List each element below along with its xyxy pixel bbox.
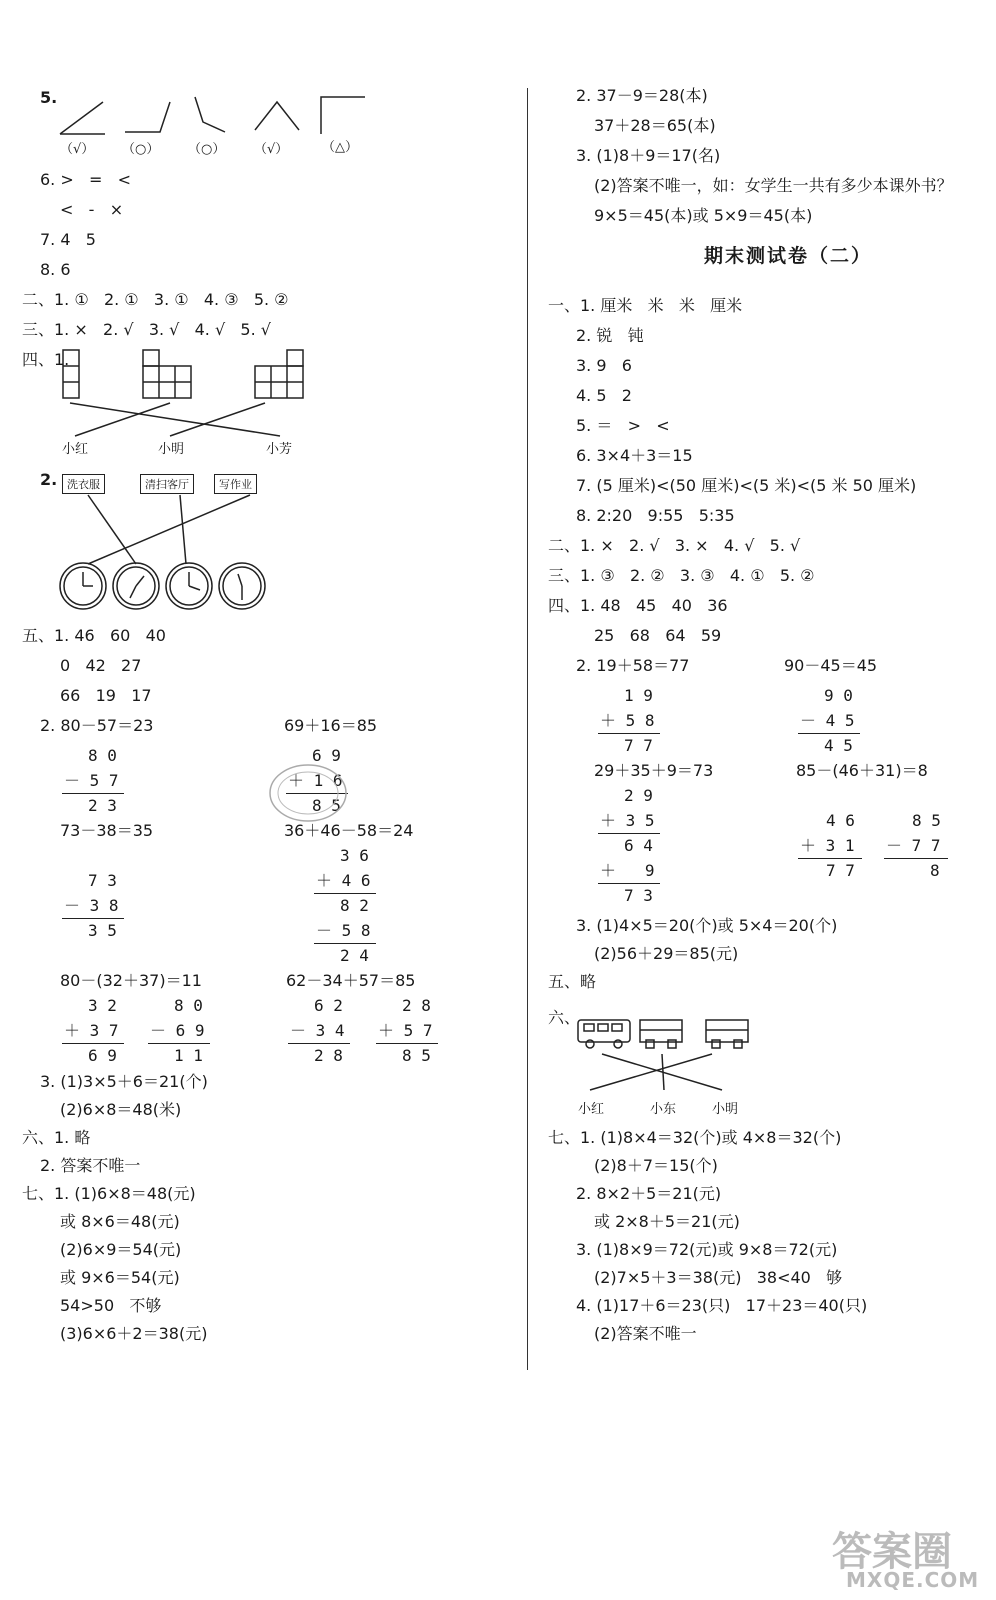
q5-mark-4: （√） xyxy=(254,142,289,157)
eq4: 36＋46－58＝24 xyxy=(284,821,414,840)
vehicle-matching-figure xyxy=(572,1016,772,1098)
r3-3: 9×5＝45(本)或 5×9＝45(本) xyxy=(594,206,813,225)
p4-3-2: (2)56＋29＝85(元) xyxy=(594,944,739,963)
eq1: 2. 80－57＝23 xyxy=(40,716,154,735)
p4-3-1: 3. (1)4×5＝20(个)或 5×4＝20(个) xyxy=(576,916,838,935)
q3-2: (2)6×8＝48(米) xyxy=(60,1100,182,1119)
p1-7: 7. (5 厘米)<(50 厘米)<(5 米)<(5 米 50 厘米) xyxy=(576,476,917,495)
p1-1: 一、1. 厘米 米 米 厘米 xyxy=(548,296,743,315)
p7-8: (2)答案不唯一 xyxy=(594,1324,697,1343)
part5-row3: 66 19 17 xyxy=(60,686,152,705)
q5-mark-5: （△） xyxy=(322,140,358,155)
watermark-logo: 答案圈 xyxy=(832,1529,952,1575)
v6a-row2: － 3 4 xyxy=(290,1021,345,1040)
p4-eq2: 90－45＝45 xyxy=(784,656,878,675)
v5a-row3: 6 9 xyxy=(88,1046,117,1065)
v6a-row1: 6 2 xyxy=(314,996,343,1015)
v3-row2: － 3 8 xyxy=(64,896,119,915)
eq3: 73－38＝35 xyxy=(60,821,154,840)
v2-row1: 6 9 xyxy=(312,746,341,765)
rv2-line xyxy=(798,733,860,734)
p7-3: 2. 8×2＋5＝21(元) xyxy=(576,1184,722,1203)
task-box-clean: 清扫客厅 xyxy=(140,474,194,494)
r3-1: 3. (1)8＋9＝17(名) xyxy=(576,146,721,165)
rv2-row2: － 4 5 xyxy=(800,711,855,730)
p6-name-xiaoming: 小明 xyxy=(712,1102,739,1117)
rv4b-row2: － 7 7 xyxy=(886,836,941,855)
v5a-line xyxy=(62,1043,124,1044)
part7-1: 七、1. (1)6×8＝48(元) xyxy=(22,1184,196,1203)
part7-2: 或 8×6＝48(元) xyxy=(60,1212,180,1231)
part5-row1: 五、1. 46 60 40 xyxy=(22,626,166,645)
part7-4: 或 9×6＝54(元) xyxy=(60,1268,180,1287)
rv3-row4: ＋ 9 xyxy=(600,861,655,880)
part5-row2: 0 42 27 xyxy=(60,656,142,675)
part7-6: (3)6×6＋2＝38(元) xyxy=(60,1324,208,1343)
p4-eq4: 85－(46＋31)＝8 xyxy=(796,761,928,780)
part4-label: 四、1. xyxy=(22,350,70,369)
v6b-row2: ＋ 5 7 xyxy=(378,1021,433,1040)
q2-label: 2. xyxy=(40,470,58,489)
p1-3: 3. 9 6 xyxy=(576,356,632,375)
q8: 8. 6 xyxy=(40,260,71,279)
v5b-line xyxy=(148,1043,210,1044)
p1-8: 8. 2:20 9:55 5:35 xyxy=(576,506,735,525)
angle-figures xyxy=(55,92,375,138)
p6-name-xiaodong: 小东 xyxy=(650,1102,677,1117)
task-box-homework: 写作业 xyxy=(214,474,257,494)
v6b-row1: 2 8 xyxy=(402,996,431,1015)
v2-row2: ＋ 1 6 xyxy=(288,771,343,790)
watermark-url: MXQE.COM xyxy=(846,1568,980,1592)
task-box-laundry: 洗衣服 xyxy=(62,474,105,494)
v3-row1: 7 3 xyxy=(88,871,117,890)
part7-5: 54>50 不够 xyxy=(60,1296,162,1315)
p1-2: 2. 锐 钝 xyxy=(576,326,644,345)
eq6: 62－34＋57＝85 xyxy=(286,971,416,990)
name-xiaofang: 小芳 xyxy=(266,442,293,457)
p3: 三、1. ③ 2. ② 3. ③ 4. ① 5. ② xyxy=(548,566,815,585)
v6b-line xyxy=(376,1043,438,1044)
column-divider xyxy=(527,88,528,1370)
v6a-line xyxy=(288,1043,350,1044)
v3-line xyxy=(62,918,124,919)
v4-row4: － 5 8 xyxy=(316,921,371,940)
rv2-row1: 9 0 xyxy=(824,686,853,705)
rv4b-row1: 8 5 xyxy=(912,811,941,830)
p7-5: 3. (1)8×9＝72(元)或 9×8＝72(元) xyxy=(576,1240,838,1259)
p1-5: 5. ＝ > < xyxy=(576,416,670,435)
v5b-row3: 1 1 xyxy=(174,1046,203,1065)
p2: 二、1. × 2. √ 3. × 4. √ 5. √ xyxy=(548,536,801,555)
q7: 7. 4 5 xyxy=(40,230,96,249)
v5a-row1: 3 2 xyxy=(88,996,117,1015)
v1-line xyxy=(62,793,124,794)
q5-label: 5. xyxy=(40,88,58,107)
v6a-row3: 2 8 xyxy=(314,1046,343,1065)
section-title: 期末测试卷（二） xyxy=(704,245,873,267)
v2-row3: 8 5 xyxy=(312,796,341,815)
v5a-row2: ＋ 3 7 xyxy=(64,1021,119,1040)
rv1-line xyxy=(598,733,660,734)
q5-mark-2: （○） xyxy=(122,142,160,157)
v3-row3: 3 5 xyxy=(88,921,117,940)
rv4b-row3: 8 xyxy=(930,861,940,880)
rv4a-row1: 4 6 xyxy=(826,811,855,830)
rv4a-row3: 7 7 xyxy=(826,861,855,880)
v5b-row1: 8 0 xyxy=(174,996,203,1015)
p4-2: 25 68 64 59 xyxy=(594,626,722,645)
p1-4: 4. 5 2 xyxy=(576,386,632,405)
eq5: 80－(32＋37)＝11 xyxy=(60,971,202,990)
p4-eq1: 2. 19＋58＝77 xyxy=(576,656,690,675)
eq2: 69＋16＝85 xyxy=(284,716,378,735)
rv4a-row2: ＋ 3 1 xyxy=(800,836,855,855)
r3-2: (2)答案不唯一，如：女学生一共有多少本课外书？ xyxy=(594,176,953,195)
q5-mark-3: （○） xyxy=(188,142,226,157)
p7-1: 七、1. (1)8×4＝32(个)或 4×8＝32(个) xyxy=(548,1128,842,1147)
p4-eq3: 29＋35＋9＝73 xyxy=(594,761,714,780)
q5-mark-1: （√） xyxy=(60,142,95,157)
v5b-row2: － 6 9 xyxy=(150,1021,205,1040)
v1-row3: 2 3 xyxy=(88,796,117,815)
part2: 二、1. ① 2. ① 3. ① 4. ③ 5. ② xyxy=(22,290,289,309)
rv2-row3: 4 5 xyxy=(824,736,853,755)
part6-1: 六、1. 略 xyxy=(22,1128,91,1147)
rv1-row2: ＋ 5 8 xyxy=(600,711,655,730)
q6-row1: 6. > = < xyxy=(40,170,132,189)
p7-6: (2)7×5＋3＝38(元) 38<40 够 xyxy=(594,1268,843,1287)
name-xiaoming: 小明 xyxy=(158,442,185,457)
part3: 三、1. × 2. √ 3. √ 4. √ 5. √ xyxy=(22,320,271,339)
rv3-line2 xyxy=(598,883,660,884)
v1-row1: 8 0 xyxy=(88,746,117,765)
p6-name-xiaohong: 小红 xyxy=(578,1102,605,1117)
p7-4: 或 2×8＋5＝21(元) xyxy=(594,1212,740,1231)
part7-3: (2)6×9＝54(元) xyxy=(60,1240,182,1259)
p7-2: (2)8＋7＝15(个) xyxy=(594,1156,718,1175)
v4-row1: 3 6 xyxy=(340,846,369,865)
rv3-line1 xyxy=(598,833,660,834)
rv3-row3: 6 4 xyxy=(624,836,653,855)
rv3-row1: 2 9 xyxy=(624,786,653,805)
v1-row2: － 5 7 xyxy=(64,771,119,790)
rv1-row3: 7 7 xyxy=(624,736,653,755)
clock-matching-figure xyxy=(58,492,270,610)
rv4b-line xyxy=(884,858,948,859)
name-xiaohong: 小红 xyxy=(62,442,89,457)
v6b-row3: 8 5 xyxy=(402,1046,431,1065)
r2-2: 37＋28＝65(本) xyxy=(594,116,716,135)
q3-1: 3. (1)3×5＋6＝21(个) xyxy=(40,1072,208,1091)
cube-views-figure xyxy=(60,348,320,443)
p5: 五、略 xyxy=(548,972,597,991)
rv3-row5: 7 3 xyxy=(624,886,653,905)
p6-label: 六、 xyxy=(548,1008,581,1027)
rv3-row2: ＋ 3 5 xyxy=(600,811,655,830)
q6-row2: < - × xyxy=(60,200,124,219)
p4-1: 四、1. 48 45 40 36 xyxy=(548,596,728,615)
p1-6: 6. 3×4＋3＝15 xyxy=(576,446,693,465)
part6-2: 2. 答案不唯一 xyxy=(40,1156,141,1175)
v4-row3: 8 2 xyxy=(340,896,369,915)
v4-row2: ＋ 4 6 xyxy=(316,871,371,890)
p7-7: 4. (1)17＋6＝23(只) 17＋23＝40(只) xyxy=(576,1296,868,1315)
rv4a-line xyxy=(798,858,862,859)
r2-1: 2. 37－9＝28(本) xyxy=(576,86,708,105)
rv1-row1: 1 9 xyxy=(624,686,653,705)
v4-line2 xyxy=(314,943,376,944)
v4-row5: 2 4 xyxy=(340,946,369,965)
v4-line1 xyxy=(314,893,376,894)
stamp-icon xyxy=(268,762,348,824)
